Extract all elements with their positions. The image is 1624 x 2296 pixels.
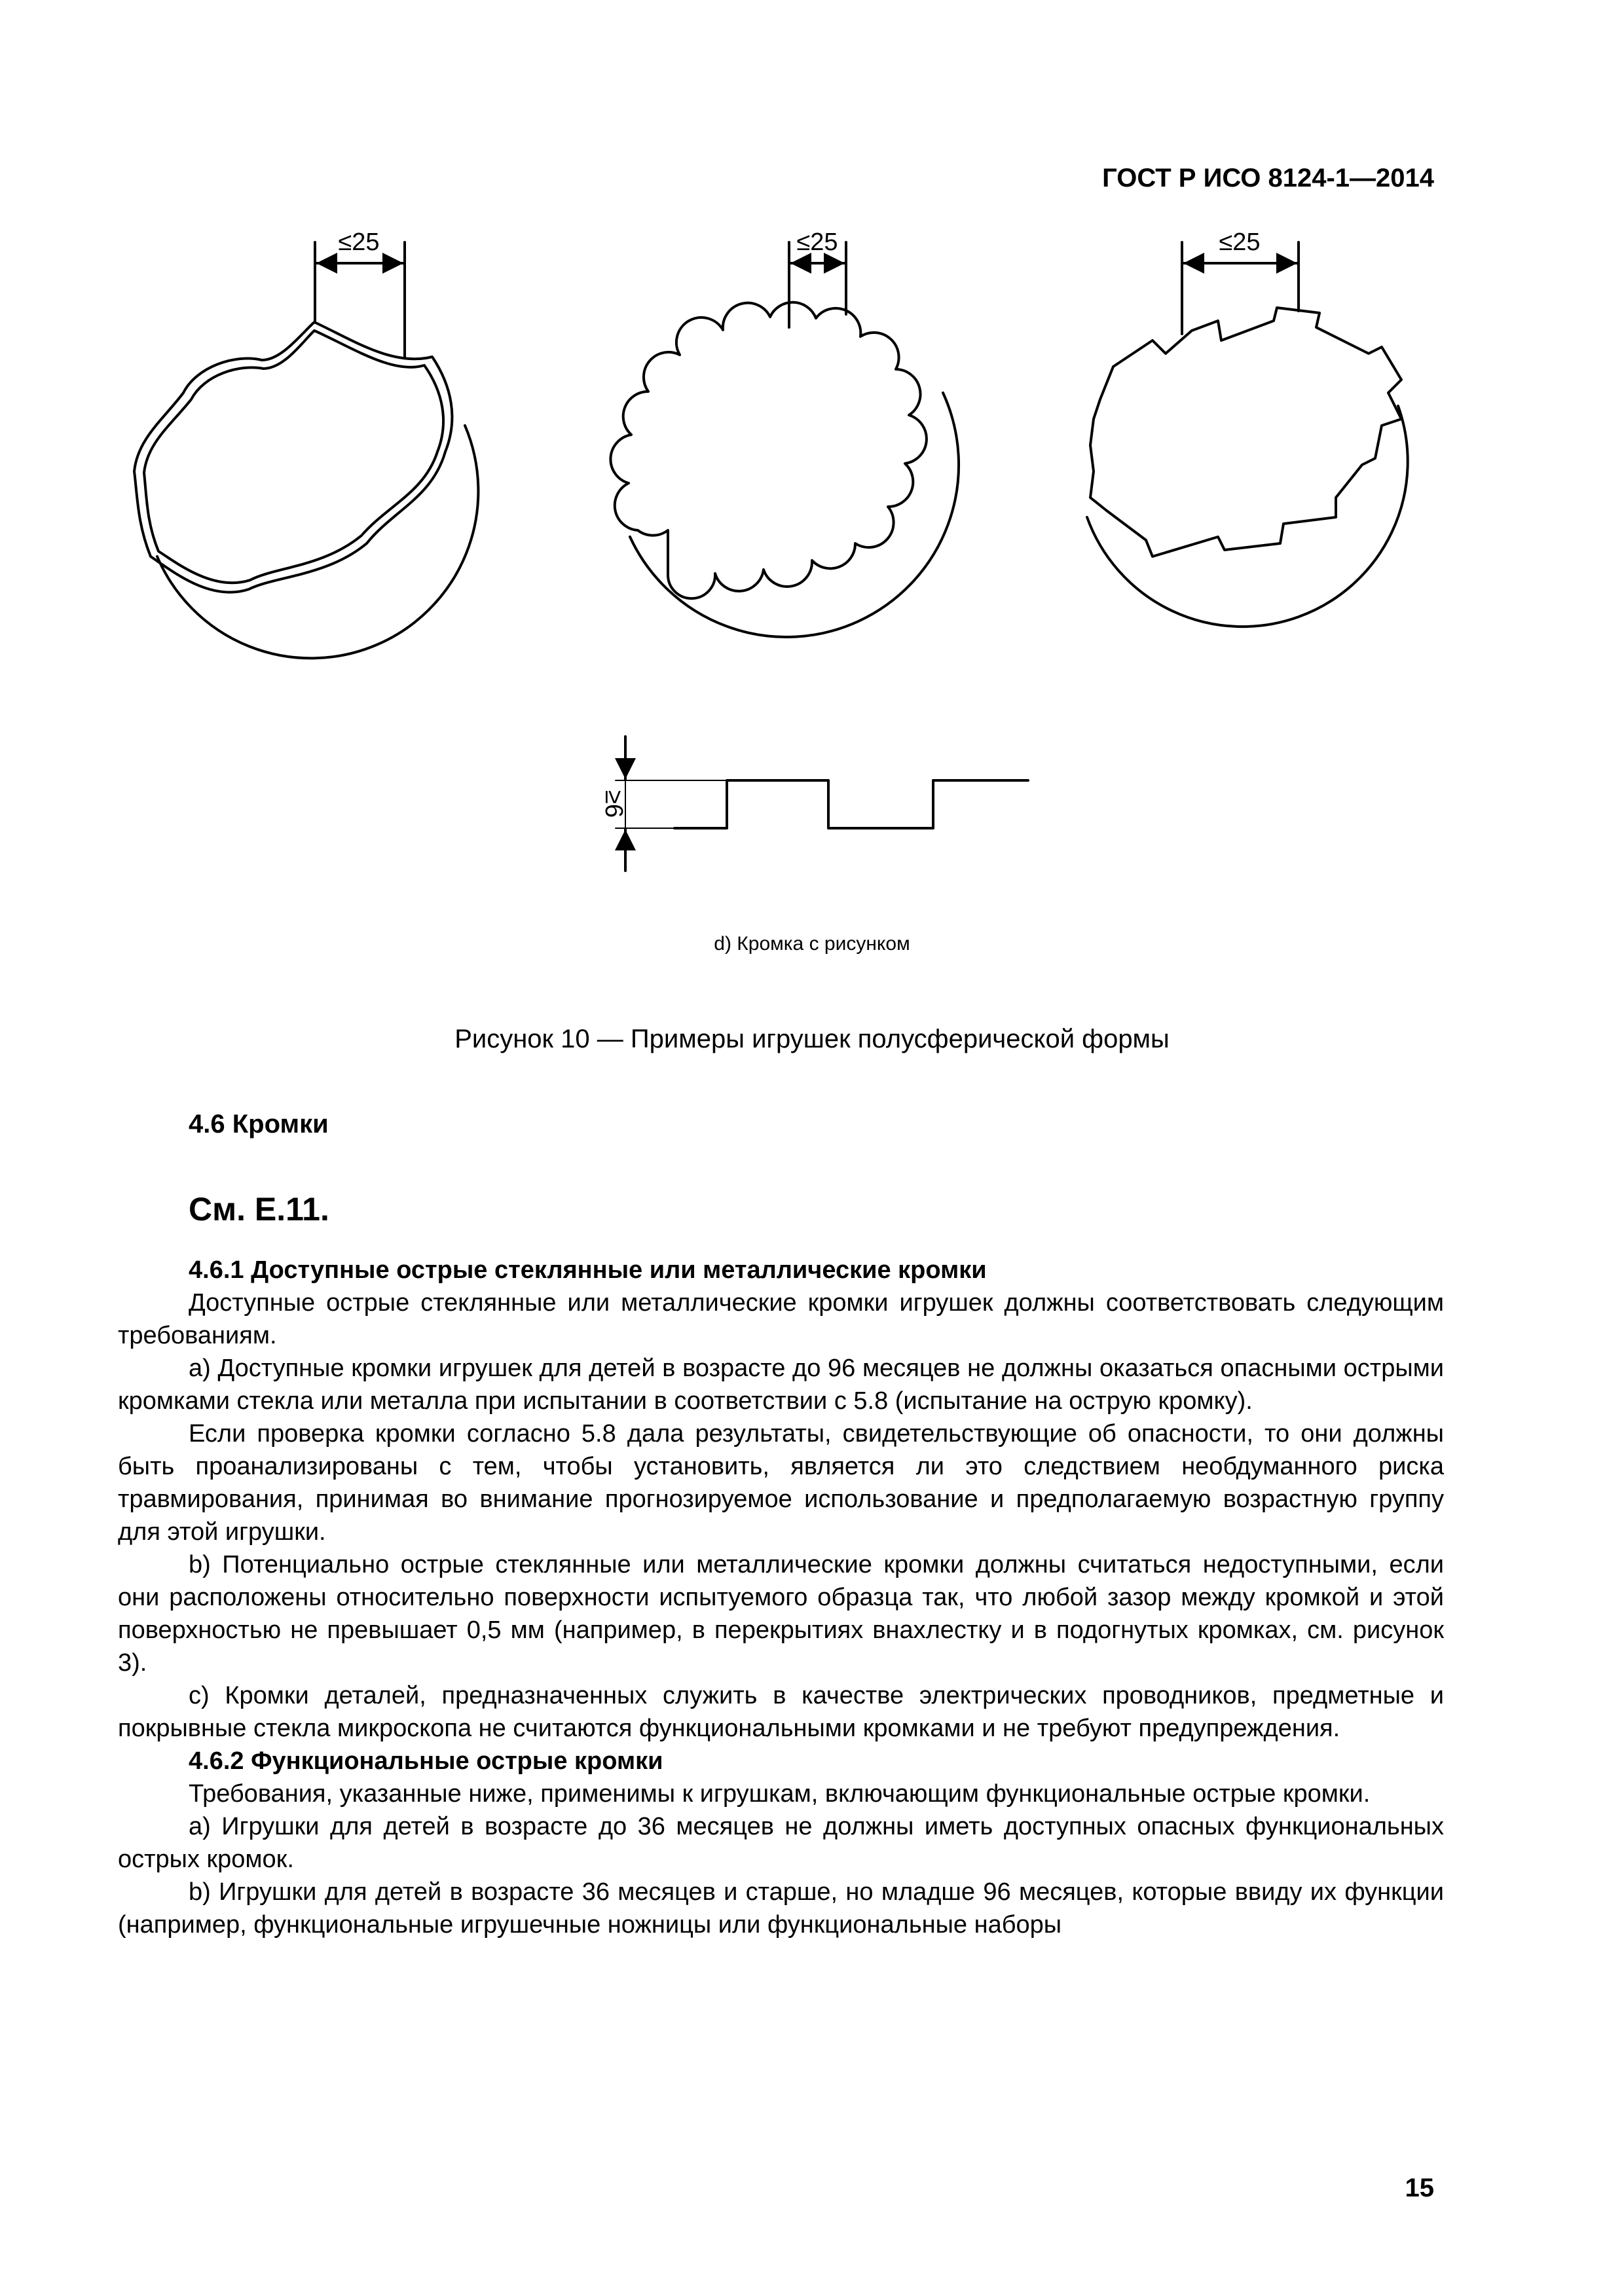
figure-subcaption: d) Кромка с рисунком [714,933,910,955]
paragraph: c) Кромки деталей, предназначенных служить в качестве электрических проводников, предметные и покрывные стекла микроскопа не считаются функциональными кромками и не требуют предупреждения. [118,1682,1444,1742]
paragraph: Если проверка кромки согласно 5.8 дала результаты, свидетельствующие об опасности, то они должны быть проанализированы с тем, чтобы установить, является ли это следствием необдуманного риска травмирования, принимая во внимание прогнозируемое использование и предполагаемую возрастную группу для этой игрушки. [118,1420,1444,1546]
document-header: ГОСТ Р ИСО 8124-1—2014 [1102,164,1434,192]
paragraph: a) Доступные кромки игрушек для детей в возрасте до 96 месяцев не должны оказаться опасными острыми кромками стекла или металла при испытании в соответствии с 5.8 (испытание на острую кромку). [118,1355,1444,1415]
toy-scalloped-edge-drawing [610,242,959,637]
toy-wavy-edge-drawing [134,242,478,658]
paragraph: a) Игрушки для детей в возрасте до 36 месяцев не должны иметь доступных опасных функциональных острых кромок. [118,1813,1444,1873]
dim-label-2: ≤25 [796,228,838,256]
see-reference: См. Е.11. [189,1191,329,1228]
page-number: 15 [1405,2174,1434,2202]
dim-label-3: ≤25 [1219,228,1261,256]
figure-caption: Рисунок 10 — Примеры игрушек полусферической формы [454,1025,1170,1053]
subsection-heading-461: 4.6.1 Доступные острые стеклянные или металлические кромки [189,1256,987,1284]
dim-label-1: ≤25 [338,228,380,256]
subsection-heading-462: 4.6.2 Функциональные острые кромки [189,1747,663,1775]
toy-notched-edge-drawing [1087,242,1408,627]
dim-label-4: ≥6 [600,790,627,818]
body-text [118,1254,1444,1941]
paragraph: b) Потенциально острые стеклянные или металлические кромки должны считаться недоступными, если они расположены относительно поверхности испытуемого образца так, что любой зазор между кромкой и этой поверхностью не превышает 0,5 мм (например, в перекрытиях внахлестку и в подогнутых кромках, см. рисунок 3). [118,1551,1444,1677]
paragraph: Доступные острые стеклянные или металлические кромки игрушек должны соответствовать следующим требованиям. [118,1289,1444,1349]
section-heading: 4.6 Кромки [189,1110,329,1139]
edge-pattern-profile-drawing [616,737,1028,871]
paragraph: b) Игрушки для детей в возрасте 36 месяцев и старше, но младше 96 месяцев, которые ввиду их функции (например, функциональные игрушечные ножницы или функциональные наборы [118,1878,1444,1939]
figure-10 [0,0,1624,982]
paragraph: Требования, указанные ниже, применимы к игрушкам, включающим функциональные острые кромки. [189,1780,1371,1808]
